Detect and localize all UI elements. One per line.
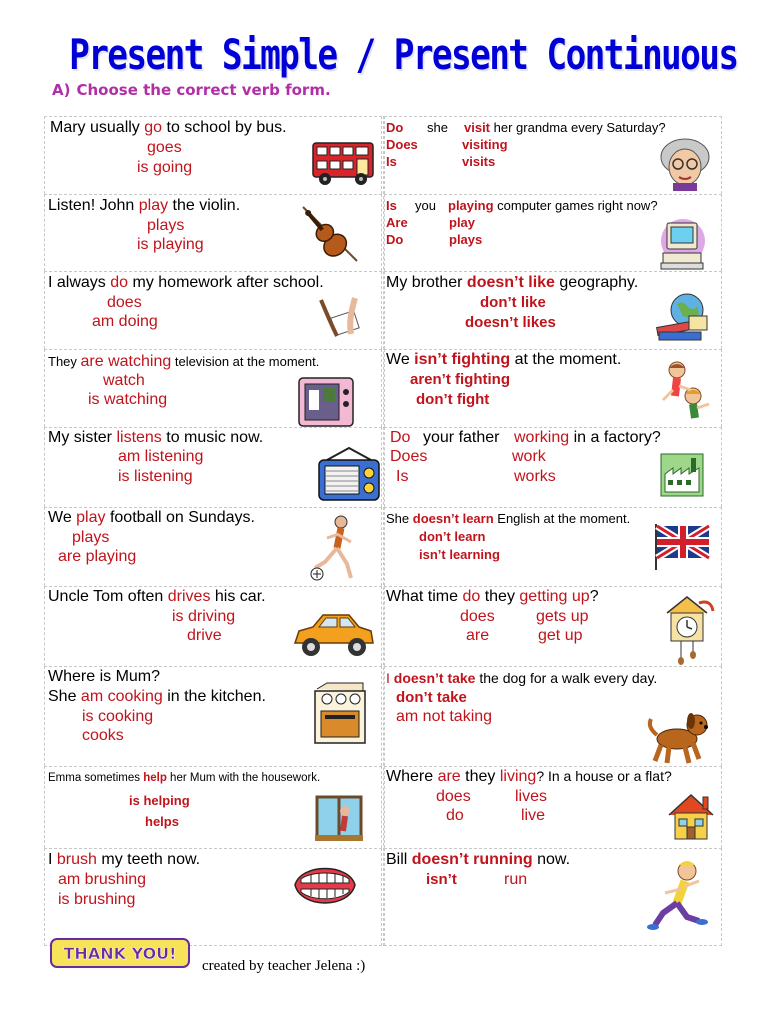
option[interactable]: run (504, 871, 528, 888)
option[interactable]: Does (386, 137, 418, 152)
option[interactable]: watch (103, 372, 145, 389)
option[interactable]: Do (386, 120, 404, 135)
option[interactable]: visits (462, 154, 496, 169)
option[interactable]: get up (538, 627, 583, 644)
grandma-icon (657, 137, 713, 191)
dog-icon (643, 709, 711, 765)
option[interactable]: does (436, 788, 471, 805)
option[interactable]: am not taking (396, 708, 493, 725)
option[interactable]: don’t fight (416, 391, 490, 408)
kids-fighting-icon (657, 360, 713, 422)
factory-icon (659, 452, 705, 498)
option[interactable]: cooks (82, 727, 124, 744)
cuckoo-clock-icon (659, 593, 715, 665)
right-cell-9: Where are they living? In a house or a flat? does lives do live (384, 766, 722, 848)
globe-books-icon (653, 290, 711, 346)
option[interactable]: is helping (129, 793, 190, 808)
option[interactable]: helps (145, 814, 179, 829)
exercise-grid (44, 116, 722, 946)
right-cell-1: Do she visit her grandma every Saturday? Does visiting Is visits (384, 116, 722, 194)
hands-writing-icon (315, 294, 365, 344)
option[interactable]: don’t learn (419, 529, 486, 544)
option[interactable]: Do (386, 232, 404, 247)
word: you (415, 198, 436, 213)
left-cell-3: I always do my homework after school. does am doing (44, 271, 382, 349)
option[interactable]: visiting (462, 137, 508, 152)
option[interactable]: works (514, 468, 556, 485)
option[interactable]: drive (187, 627, 222, 644)
option[interactable]: Is (396, 468, 409, 485)
option[interactable]: aren’t fighting (410, 371, 510, 388)
option[interactable]: is going (137, 159, 193, 176)
option[interactable]: live (521, 807, 546, 824)
left-cell-1: Mary usually go to school by bus. goes is going (44, 116, 382, 194)
television-icon (297, 376, 355, 428)
option[interactable]: am listening (118, 448, 204, 465)
option[interactable]: is listening (118, 468, 193, 485)
option[interactable]: goes (147, 139, 182, 156)
violin-icon (295, 201, 365, 267)
option[interactable]: Is (386, 154, 397, 169)
option[interactable]: plays (72, 529, 110, 546)
right-cell-6: She doesn’t learn English at the moment. don’t learn isn’t learning (384, 507, 722, 586)
left-cell-8: Where is Mum? She am cooking in the kitchen. is cooking cooks (44, 666, 382, 766)
radio-icon (317, 446, 381, 502)
svg-text:THANK YOU!: THANK YOU! (63, 944, 177, 963)
right-cell-7: What time do they getting up? does gets up are get up (384, 586, 722, 666)
teeth-icon (291, 859, 359, 913)
option[interactable]: don’t take (396, 689, 467, 706)
option[interactable]: plays (147, 217, 185, 234)
oven-icon (311, 681, 369, 747)
option[interactable]: don’t like (480, 294, 546, 311)
credit-line: created by teacher Jelena :) (202, 958, 366, 974)
uk-flag-icon (653, 522, 711, 570)
right-cell-3: My brother doesn’t like geography. don’t like doesn’t likes (384, 271, 722, 349)
left-cell-2: Listen! John play the violin. plays is playing (44, 194, 382, 271)
right-cell-10: Bill doesn’t running now. isn’t run (384, 848, 722, 946)
word: she (427, 120, 448, 135)
option[interactable]: is playing (137, 236, 204, 253)
option[interactable]: isn’t (426, 871, 457, 888)
option[interactable]: gets up (536, 608, 589, 625)
left-cell-4: They are watching television at the moment. watch is watching (44, 349, 382, 427)
option[interactable]: is cooking (82, 708, 154, 725)
right-cell-5: Do your father working in a factory? Does work Is works (384, 427, 722, 507)
instruction-text: Choose the correct verb form. (76, 81, 331, 99)
option[interactable]: am brushing (58, 871, 147, 888)
left-cell-5: My sister listens to music now. am listening is listening (44, 427, 382, 507)
option[interactable]: are playing (58, 548, 137, 565)
option[interactable]: work (512, 448, 546, 465)
option[interactable]: do (446, 807, 464, 824)
option[interactable]: does (460, 608, 495, 625)
option[interactable]: are (466, 627, 490, 644)
option[interactable]: play (449, 215, 476, 230)
question-line: Where is Mum? (48, 668, 161, 685)
left-cell-9: Emma sometimes help her Mum with the housework. is helping helps (44, 766, 382, 848)
option[interactable]: plays (449, 232, 483, 247)
computer-icon (653, 217, 711, 271)
house-icon (667, 791, 715, 841)
option[interactable]: does (107, 294, 142, 311)
football-player-icon (307, 514, 367, 584)
instruction-letter: A) (52, 81, 71, 99)
running-boy-icon (647, 859, 709, 935)
option[interactable]: am doing (92, 313, 158, 330)
thank-you-badge (50, 938, 190, 968)
option[interactable]: Are (386, 215, 408, 230)
option[interactable]: is watching (88, 391, 168, 408)
left-cell-6: We play football on Sundays. plays are playing (44, 507, 382, 586)
cleaning-window-icon (315, 795, 363, 843)
bus-icon (307, 137, 379, 187)
right-cell-8: I doesn’t take the dog for a walk every day. don’t take am not taking (384, 666, 722, 766)
option[interactable]: Does (390, 448, 428, 465)
option[interactable]: Is (386, 198, 397, 213)
instruction (46, 81, 331, 99)
right-cell-4: We isn’t fighting at the moment. aren’t fighting don’t fight (384, 349, 722, 427)
word: your father (423, 429, 500, 446)
left-cell-10: I brush my teeth now. am brushing is brushing (44, 848, 382, 946)
option[interactable]: isn’t learning (419, 547, 500, 562)
option[interactable]: Do (390, 429, 411, 446)
left-cell-7: Uncle Tom often drives his car. is driving drive (44, 586, 382, 666)
page-title: Present Simple / Present Continuous (69, 30, 738, 79)
option[interactable]: lives (515, 788, 548, 805)
option[interactable]: doesn’t likes (465, 314, 556, 331)
right-cell-2: Is you playing computer games right now? Are play Do plays (384, 194, 722, 271)
option[interactable]: is brushing (58, 891, 136, 908)
column-divider (383, 116, 384, 946)
car-icon (291, 607, 377, 661)
option[interactable]: is driving (172, 608, 236, 625)
